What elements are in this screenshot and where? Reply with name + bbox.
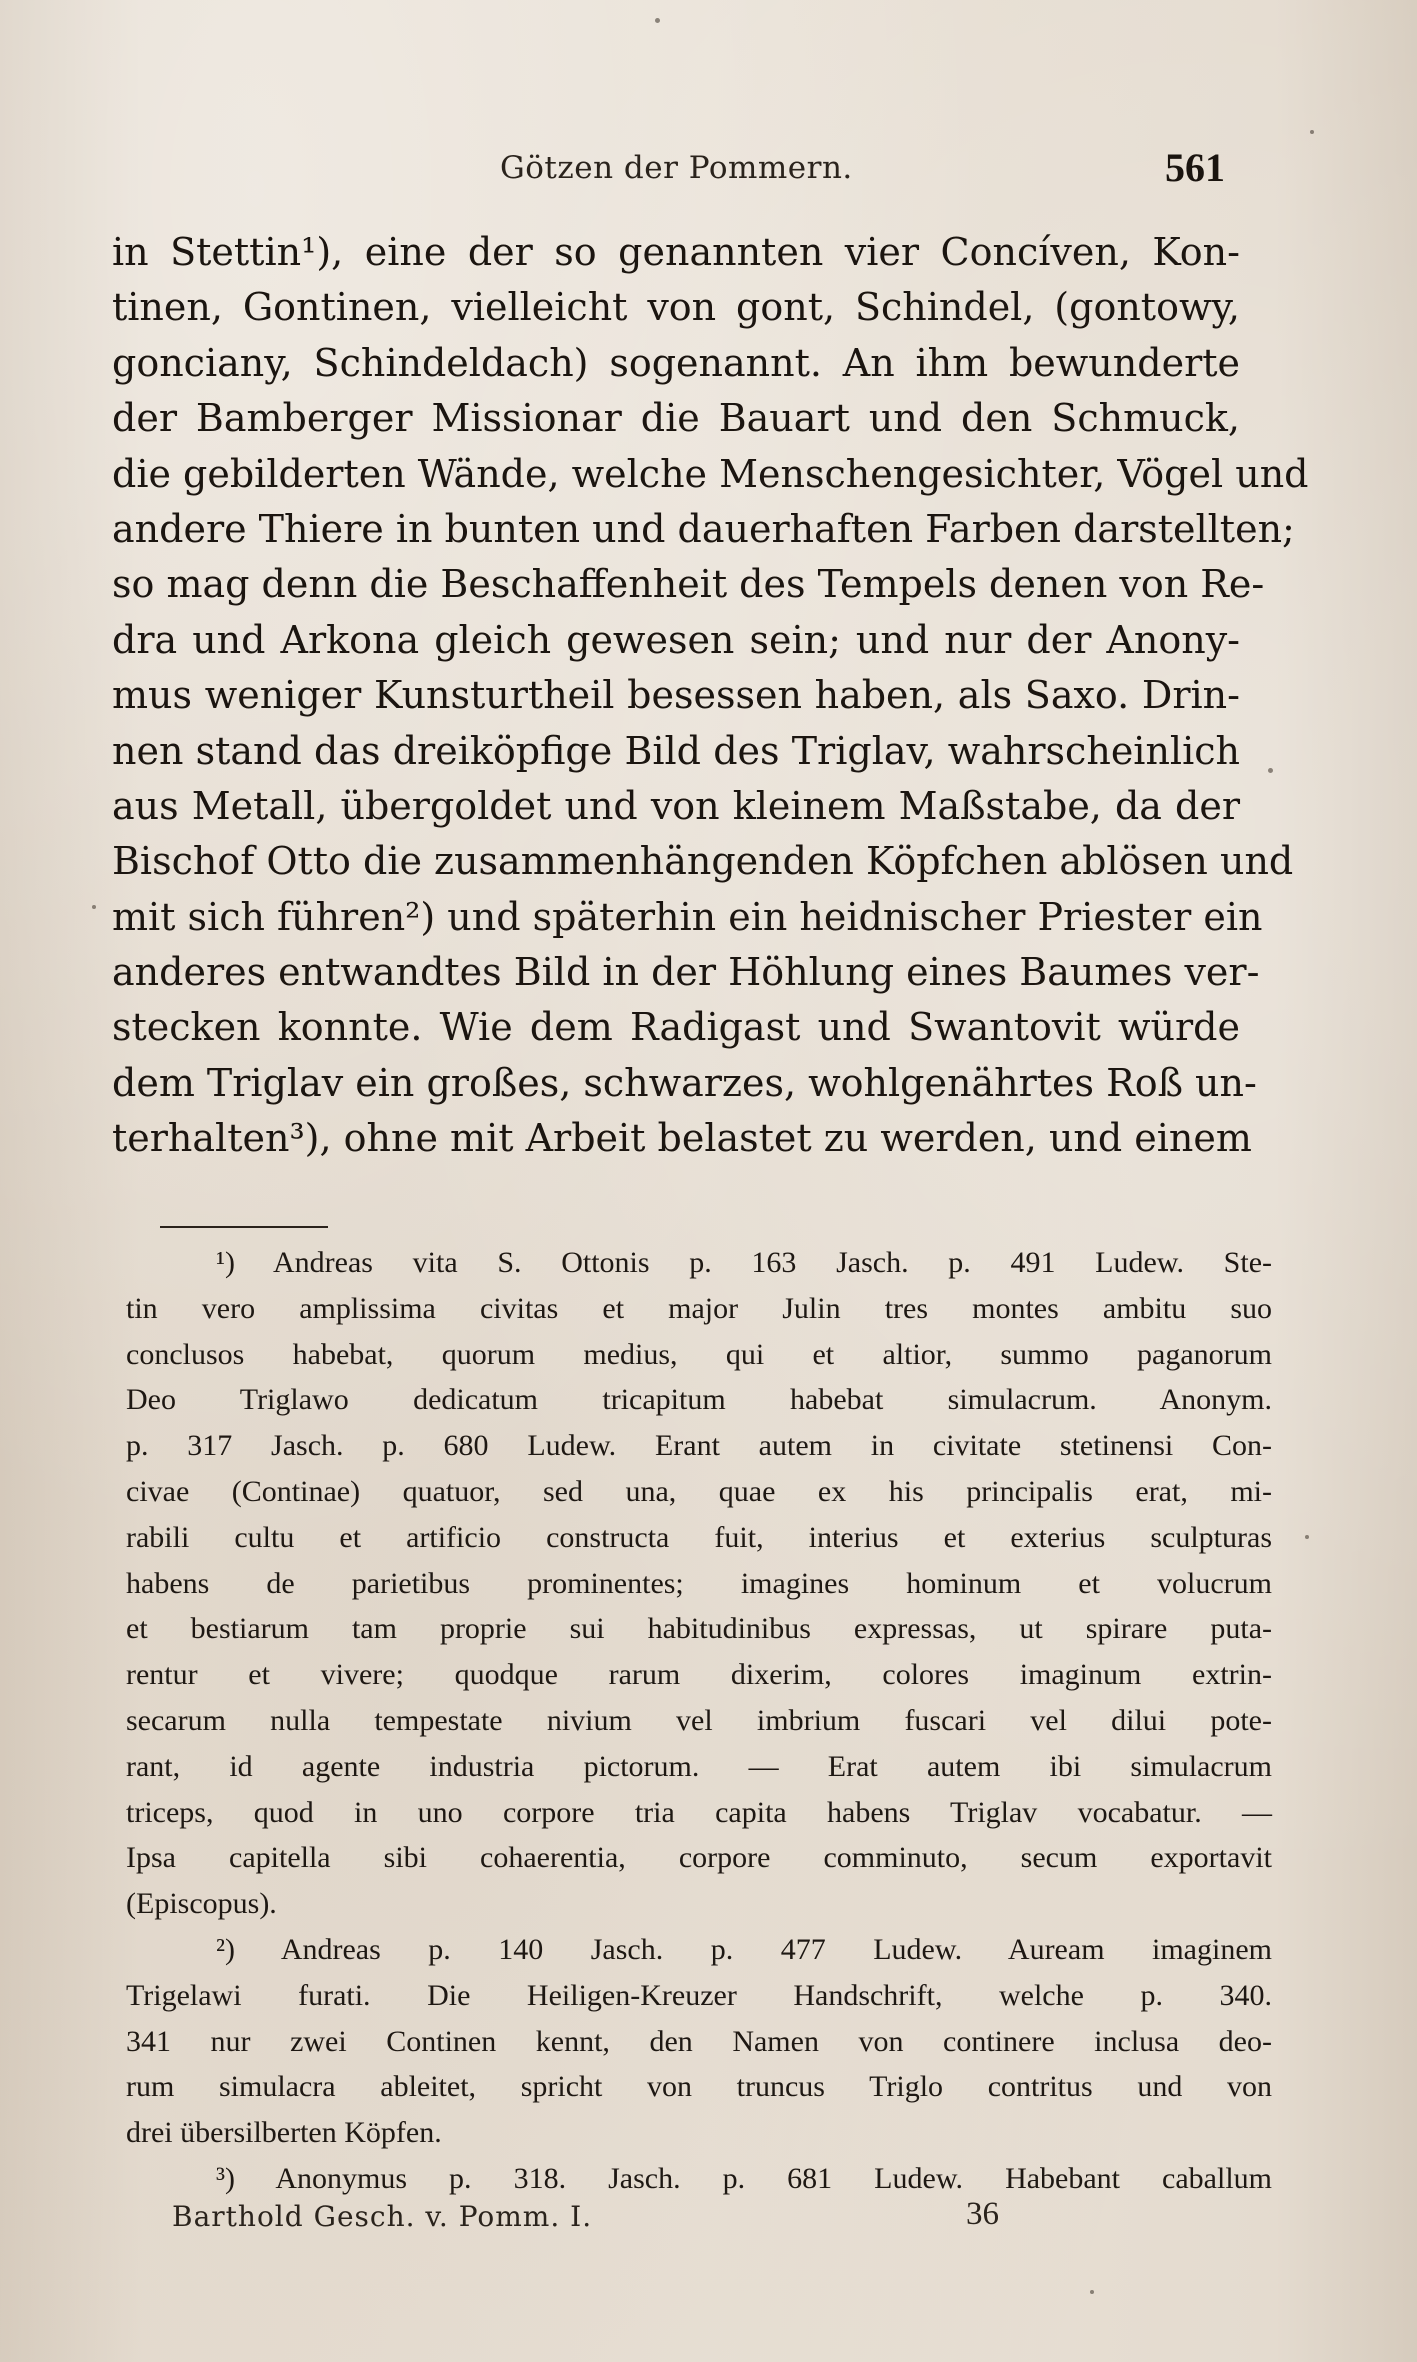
- footnote-line: triceps, quod in uno corpore tria capita habens Triglav vocabatur. —: [126, 1795, 1272, 1829]
- main-text-line: tinen, Gontinen, vielleicht von gont, Schindel, (gontowy,: [112, 285, 1240, 330]
- footnote-line: (Episcopus).: [126, 1887, 277, 1921]
- footnote-line: rum simulacra ableitet, spricht von truncus Triglo contritus und von: [126, 2070, 1272, 2104]
- page-header: [0, 140, 1417, 200]
- footnote-line: et bestiarum tam proprie sui habitudinibus expressas, ut spirare puta-: [126, 1612, 1272, 1646]
- footnote-line: drei übersilberten Köpfen.: [126, 2116, 442, 2150]
- running-head: Götzen der Pommern.: [500, 150, 853, 186]
- main-text-line: aus Metall, übergoldet und von kleinem Maßstabe, da der: [112, 783, 1240, 828]
- footnote-line: 341 nur zwei Continen kennt, den Namen von continere inclusa deo-: [126, 2024, 1272, 2058]
- main-text-line: dem Triglav ein großes, schwarzes, wohlgenährtes Roß un-: [112, 1060, 1257, 1105]
- signature-mark: Barthold Gesch. v. Pomm. I.: [172, 2200, 593, 2233]
- paper-speck: [92, 905, 96, 909]
- footnote-line: p. 317 Jasch. p. 680 Ludew. Erant autem in civitate stetinensi Con-: [126, 1429, 1272, 1463]
- main-text-line: mit sich führen²) und späterhin ein heidnischer Priester ein: [112, 894, 1263, 939]
- main-text-line: so mag denn die Beschaffenheit des Tempels denen von Re-: [112, 562, 1265, 607]
- main-text-line: mus weniger Kunsturtheil besessen haben, als Saxo. Drin-: [112, 673, 1240, 718]
- main-text-line: nen stand das dreiköpfige Bild des Triglav, wahrscheinlich: [112, 728, 1240, 773]
- paper-speck: [1090, 2290, 1094, 2294]
- footnote-line: ³) Anonymus p. 318. Jasch. p. 681 Ludew. Habebant caballum: [216, 2161, 1272, 2195]
- footnote-line: habens de parietibus prominentes; imagines hominum et volucrum: [126, 1566, 1272, 1600]
- main-text-line: dra und Arkona gleich gewesen sein; und nur der Anony-: [112, 617, 1240, 662]
- footnote-line: rentur et vivere; quodque rarum dixerim, colores imaginum extrin-: [126, 1658, 1272, 1692]
- main-text-line: andere Thiere in bunten und dauerhaften Farben darstellten;: [112, 506, 1295, 551]
- main-text-line: gonciany, Schindeldach) sogenannt. An ihm bewunderte: [112, 340, 1240, 385]
- footnote-line: rabili cultu et artificio constructa fuit, interius et exterius sculpturas: [126, 1520, 1272, 1554]
- paper-speck: [655, 18, 660, 23]
- footnote-line: ¹) Andreas vita S. Ottonis p. 163 Jasch. p. 491 Ludew. Ste-: [216, 1246, 1272, 1279]
- sheet-number: 36: [966, 2196, 999, 2232]
- main-text-line: terhalten³), ohne mit Arbeit belastet zu werden, und einem: [112, 1116, 1252, 1161]
- main-text: [112, 225, 1309, 1167]
- footnote-line: civae (Continae) quatuor, sed una, quae ex his principalis erat, mi-: [126, 1474, 1272, 1508]
- paper-speck: [1310, 130, 1314, 134]
- footnotes: [126, 1240, 1272, 2202]
- footnote-line: rant, id agente industria pictorum. — Erat autem ibi simulacrum: [126, 1749, 1272, 1783]
- main-text-line: stecken konnte. Wie dem Radigast und Swantovit würde: [112, 1005, 1240, 1050]
- main-text-line: der Bamberger Missionar die Bauart und den Schmuck,: [112, 396, 1240, 441]
- footnote-line: conclusos habebat, quorum medius, qui et altior, summo paganorum: [126, 1337, 1272, 1371]
- main-text-line: anderes entwandtes Bild in der Höhlung eines Baumes ver-: [112, 950, 1260, 995]
- main-text-line: in Stettin¹), eine der so genannten vier Concíven, Kon-: [112, 230, 1240, 274]
- main-text-line: die gebilderten Wände, welche Menschengesichter, Vögel und: [112, 451, 1309, 496]
- footnote-line: Ipsa capitella sibi cohaerentia, corpore comminuto, secum exportavit: [126, 1841, 1272, 1875]
- footnote-line: Deo Triglawo dedicatum tricapitum habebat simulacrum. Anonym.: [126, 1383, 1272, 1417]
- paper-speck: [1305, 1535, 1309, 1539]
- footnote-line: ²) Andreas p. 140 Jasch. p. 477 Ludew. Auream imaginem: [216, 1932, 1272, 1966]
- footnote-line: secarum nulla tempestate nivium vel imbrium fuscari vel dilui pote-: [126, 1703, 1272, 1737]
- main-text-line: Bischof Otto die zusammenhängenden Köpfchen ablösen und: [112, 839, 1294, 884]
- page-number: 561: [1165, 145, 1225, 190]
- paper-speck: [1268, 768, 1273, 773]
- footnote-separator: [160, 1226, 328, 1228]
- footnote-line: Trigelawi furati. Die Heiligen-Kreuzer Handschrift, welche p. 340.: [126, 1978, 1272, 2012]
- footnote-line: tin vero amplissima civitas et major Julin tres montes ambitu suo: [126, 1291, 1272, 1325]
- page-footer: [0, 2196, 1417, 2246]
